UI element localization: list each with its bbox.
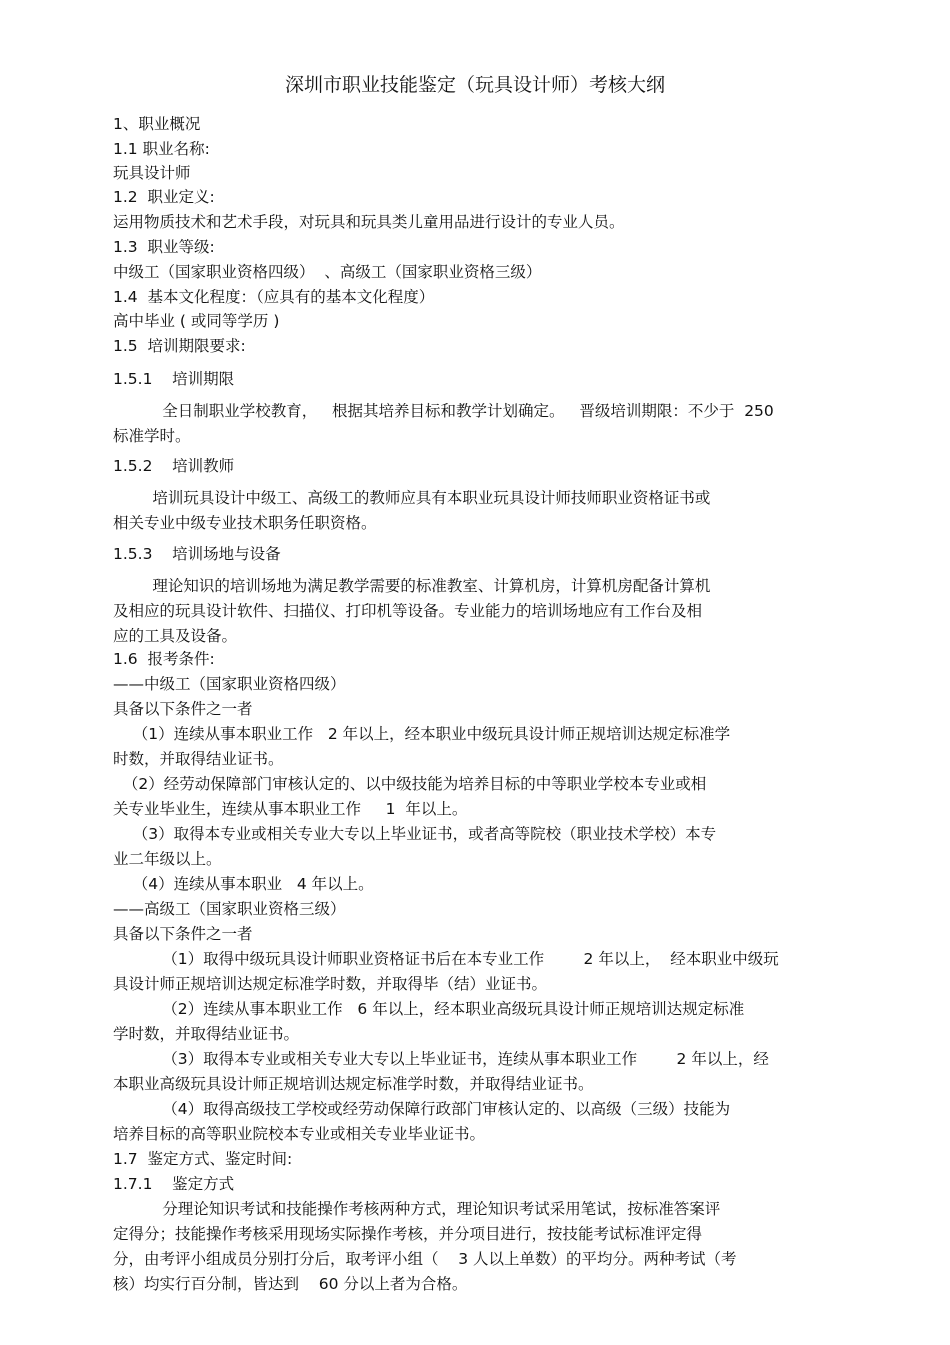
text-line: 应的工具及设备。 (113, 627, 238, 645)
text-line: 运用物质技术和艺术手段，对玩具和玩具类儿童用品进行设计的专业人员。 (113, 213, 625, 231)
text-line: 玩具设计师 (113, 164, 191, 182)
text-line: （4）连续从事本职业 4 年以上。 (113, 875, 374, 893)
text-line: 本职业高级玩具设计师正规培训达规定标准学时数，并取得结业证书。 (113, 1075, 594, 1093)
text-line: 1.2 职业定义: (113, 188, 215, 206)
page-title: 深圳市职业技能鉴定（玩具设计师）考核大纲 (284, 74, 665, 96)
text-line: （3）取得本专业或相关专业大专以上毕业证书，连续从事本职业工作 2 年以上，经 (113, 1050, 769, 1068)
text-line: 时数，并取得结业证书。 (113, 750, 284, 768)
text-line: 1.7 鉴定方式、鉴定时间: (113, 1150, 293, 1168)
text-line: 核）均实行百分制，皆达到 60 分以上者为合格。 (113, 1275, 468, 1293)
text-line: 1.5.3 培训场地与设备 (113, 545, 281, 563)
text-line: 理论知识的培训场地为满足教学需要的标准教室、计算机房，计算机房配备计算机 (113, 577, 711, 595)
text-line: 具备以下条件之一者 (113, 925, 253, 943)
text-line: 1.4 基本文化程度：（应具有的基本文化程度） (113, 288, 435, 306)
text-line: （2）经劳动保障部门审核认定的、以中级技能为培养目标的中等职业学校本专业或相 (113, 775, 707, 793)
text-line: 1.6 报考条件: (113, 650, 215, 668)
text-line: ——高级工（国家职业资格三级） (113, 900, 346, 918)
text-line: 分，由考评小组成员分别打分后，取考评小组（ 3 人以上单数）的平均分。两种考试（考 (113, 1250, 737, 1268)
text-line: 1.3 职业等级: (113, 238, 215, 256)
text-line: 具备以下条件之一者 (113, 700, 253, 718)
text-line: （2）连续从事本职业工作 6 年以上，经本职业高级玩具设计师正规培训达规定标准 (113, 1000, 745, 1018)
text-line: 1.5 培训期限要求: (113, 337, 246, 355)
text-line: 相关专业中级专业技术职务任职资格。 (113, 514, 377, 532)
text-line: 学时数，并取得结业证书。 (113, 1025, 300, 1043)
text-line: 定得分；技能操作考核采用现场实际操作考核，并分项目进行，按技能考试标准评定得 (113, 1225, 703, 1243)
text-line: 分理论知识考试和技能操作考核两种方式，理论知识考试采用笔试，按标准答案评 (113, 1200, 721, 1218)
text-line: （1）连续从事本职业工作 2 年以上，经本职业中级玩具设计师正规培训达规定标准学 (113, 725, 731, 743)
text-line: ——中级工（国家职业资格四级） (113, 675, 346, 693)
text-line: 1.1 职业名称: (113, 140, 210, 158)
text-line: 高中毕业 ( 或同等学历 ) (113, 312, 280, 330)
text-line: 标准学时。 (113, 427, 191, 445)
text-line: 全日制职业学校教育， 根据其培养目标和教学计划确定。 晋级培训期限：不少于 250 (113, 402, 774, 420)
text-line: 培养目标的高等职业院校本专业或相关专业毕业证书。 (113, 1125, 486, 1143)
text-line: 1.7.1 鉴定方式 (113, 1175, 235, 1193)
text-line: 关专业毕业生，连续从事本职业工作 1 年以上。 (113, 800, 468, 818)
text-line: 中级工（国家职业资格四级） 、高级工（国家职业资格三级） (113, 263, 542, 281)
text-line: 1、职业概况 (113, 115, 201, 133)
text-line: 1.5.2 培训教师 (113, 457, 235, 475)
text-line: 1.5.1 培训期限 (113, 370, 235, 388)
text-line: 具设计师正规培训达规定标准学时数，并取得毕（结）业证书。 (113, 975, 548, 993)
text-line: 及相应的玩具设计软件、扫描仪、打印机等设备。专业能力的培训场地应有工作台及相 (113, 602, 703, 620)
text-line: （1）取得中级玩具设计师职业资格证书后在本专业工作 2 年以上， 经本职业中级玩 (113, 950, 779, 968)
text-line: （3）取得本专业或相关专业大专以上毕业证书，或者高等院校（职业技术学校）本专 (113, 825, 717, 843)
text-line: （4）取得高级技工学校或经劳动保障行政部门审核认定的、以高级（三级）技能为 (113, 1100, 731, 1118)
text-line: 培训玩具设计中级工、高级工的教师应具有本职业玩具设计师技师职业资格证书或 (113, 489, 711, 507)
text-line: 业二年级以上。 (113, 850, 222, 868)
